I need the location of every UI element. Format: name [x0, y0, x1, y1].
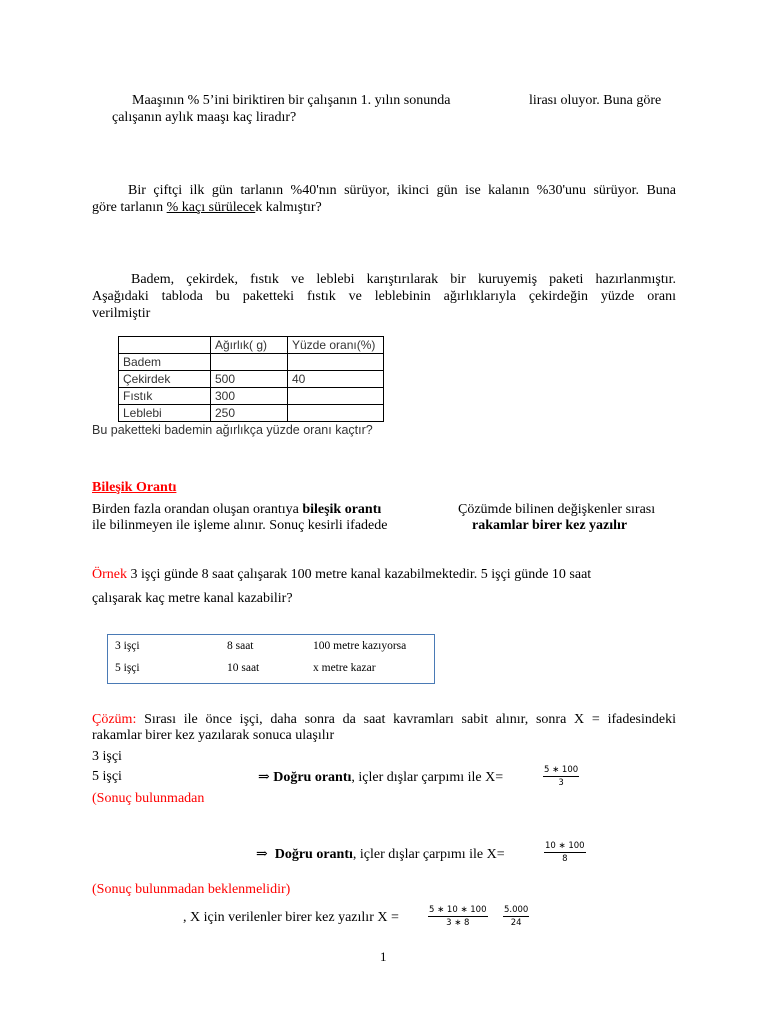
fraction-1: $\frac{5 ∗ 100}{3}$	[544, 765, 579, 788]
table-cell: 40	[288, 371, 384, 388]
sonuc-note-2: (Sonuç bulunmadan beklenmelidir)	[92, 882, 291, 897]
table-row	[119, 354, 384, 371]
ornek-line1: Örnek 3 işçi günde 8 saat çalışarak 100 metre kanal kazabilmektedir. 5 işçi günde 10 saat	[92, 567, 592, 582]
implies-arrow-icon: ⇒	[258, 770, 270, 785]
worker-label: 5 işçi	[92, 769, 122, 784]
final-equation-text: , X için verilenler birer kez yazılır X =	[183, 910, 399, 925]
p2-line1: Bir çiftçi ilk gün tarlanın %40'nın sürüyor, ikinci gün ise kalanın %30'unu sürüyor. Buna	[128, 183, 676, 198]
table-question: Bu paketteki bademin ağırlıkça yüzde oranı kaçtır?	[92, 423, 373, 437]
box-cell: x metre kazar	[313, 662, 376, 674]
p3-line2: Aşağıdaki tabloda bu paketteki fıstık ve leblebinin ağırlıklarıyla çekirdeğin yüzde oranı	[92, 289, 676, 304]
table-cell: Badem	[119, 354, 211, 371]
table-cell: Leblebi	[119, 405, 211, 422]
p1-line1a: Maaşının % 5’ini biriktiren bir çalışanın 1. yılın sonunda	[132, 93, 451, 108]
table-cell: 250	[211, 405, 288, 422]
table-row	[119, 405, 384, 422]
p3-line1: Badem, çekirdek, fıstık ve leblebi karıştırılarak bir kuruyemiş paketi hazırlanmıştır.	[131, 272, 676, 287]
implies-arrow-icon: ⇒	[256, 847, 268, 862]
box-cell: 8 saat	[227, 640, 254, 652]
table-cell	[288, 388, 384, 405]
p2-line2: göre tarlanın % kaçı sürülecek kalmıştır?	[92, 200, 322, 215]
cozum-line1: Çözüm: Sırası ile önce işçi, daha sonra da saat kavramları sabit alınır, sonra X = ifadesindeki	[92, 712, 676, 727]
fraction-4: $\frac{5.000}{24}$	[504, 905, 529, 928]
p1-line1b: lirası oluyor. Buna göre	[529, 93, 662, 108]
table-cell	[211, 354, 288, 371]
worker-label: 3 işçi	[92, 749, 122, 764]
page-number: 1	[380, 949, 387, 964]
table-row	[119, 388, 384, 405]
section-line2a: ile bilinmeyen ile işleme alınır. Sonuç kesirli ifadede	[92, 518, 388, 533]
proportion-line-2: ⇒ Doğru orantı, içler dışlar çarpımı ile X=	[256, 847, 505, 862]
table-row	[119, 371, 384, 388]
table-header-cell: Yüzde oranı(%)	[288, 337, 384, 354]
box-cell: 5 işçi	[115, 662, 140, 674]
table-cell	[288, 354, 384, 371]
weights-table	[118, 336, 384, 422]
table-cell	[288, 405, 384, 422]
fraction-2: $\frac{10 ∗ 100}{8}$	[545, 841, 585, 864]
table-header-row	[119, 337, 384, 354]
p1-line2: çalışanın aylık maaşı kaç liradır?	[112, 110, 297, 125]
cozum-line2: rakamlar birer kez yazılarak sonuca ulaşılır	[92, 728, 335, 743]
table-header-cell: Ağırlık( g)	[211, 337, 288, 354]
section-line1a: Birden fazla orandan oluşan orantıya bileşik orantı	[92, 502, 382, 517]
sonuc-note-1: (Sonuç bulunmadan	[92, 791, 205, 806]
section-title: Bileşik Orantı	[92, 480, 177, 495]
box-cell: 3 işçi	[115, 640, 140, 652]
table-cell: Çekirdek	[119, 371, 211, 388]
box-cell: 10 saat	[227, 662, 260, 674]
table-header-cell	[119, 337, 211, 354]
fraction-3: $\frac{5 ∗ 10 ∗ 100}{3 ∗ 8}$	[429, 905, 487, 928]
table-cell: 500	[211, 371, 288, 388]
box-cell: 100 metre kazıyorsa	[313, 640, 407, 652]
section-line1b: Çözümde bilinen değişkenler sırası	[458, 502, 656, 517]
section-line2b: rakamlar birer kez yazılır	[472, 518, 628, 533]
table-cell: 300	[211, 388, 288, 405]
proportion-line-1: ⇒ Doğru orantı, içler dışlar çarpımı ile X=	[258, 770, 504, 785]
table-cell: Fıstık	[119, 388, 211, 405]
ornek-line2: çalışarak kaç metre kanal kazabilir?	[92, 591, 293, 606]
p3-line3: verilmiştir	[92, 306, 151, 321]
